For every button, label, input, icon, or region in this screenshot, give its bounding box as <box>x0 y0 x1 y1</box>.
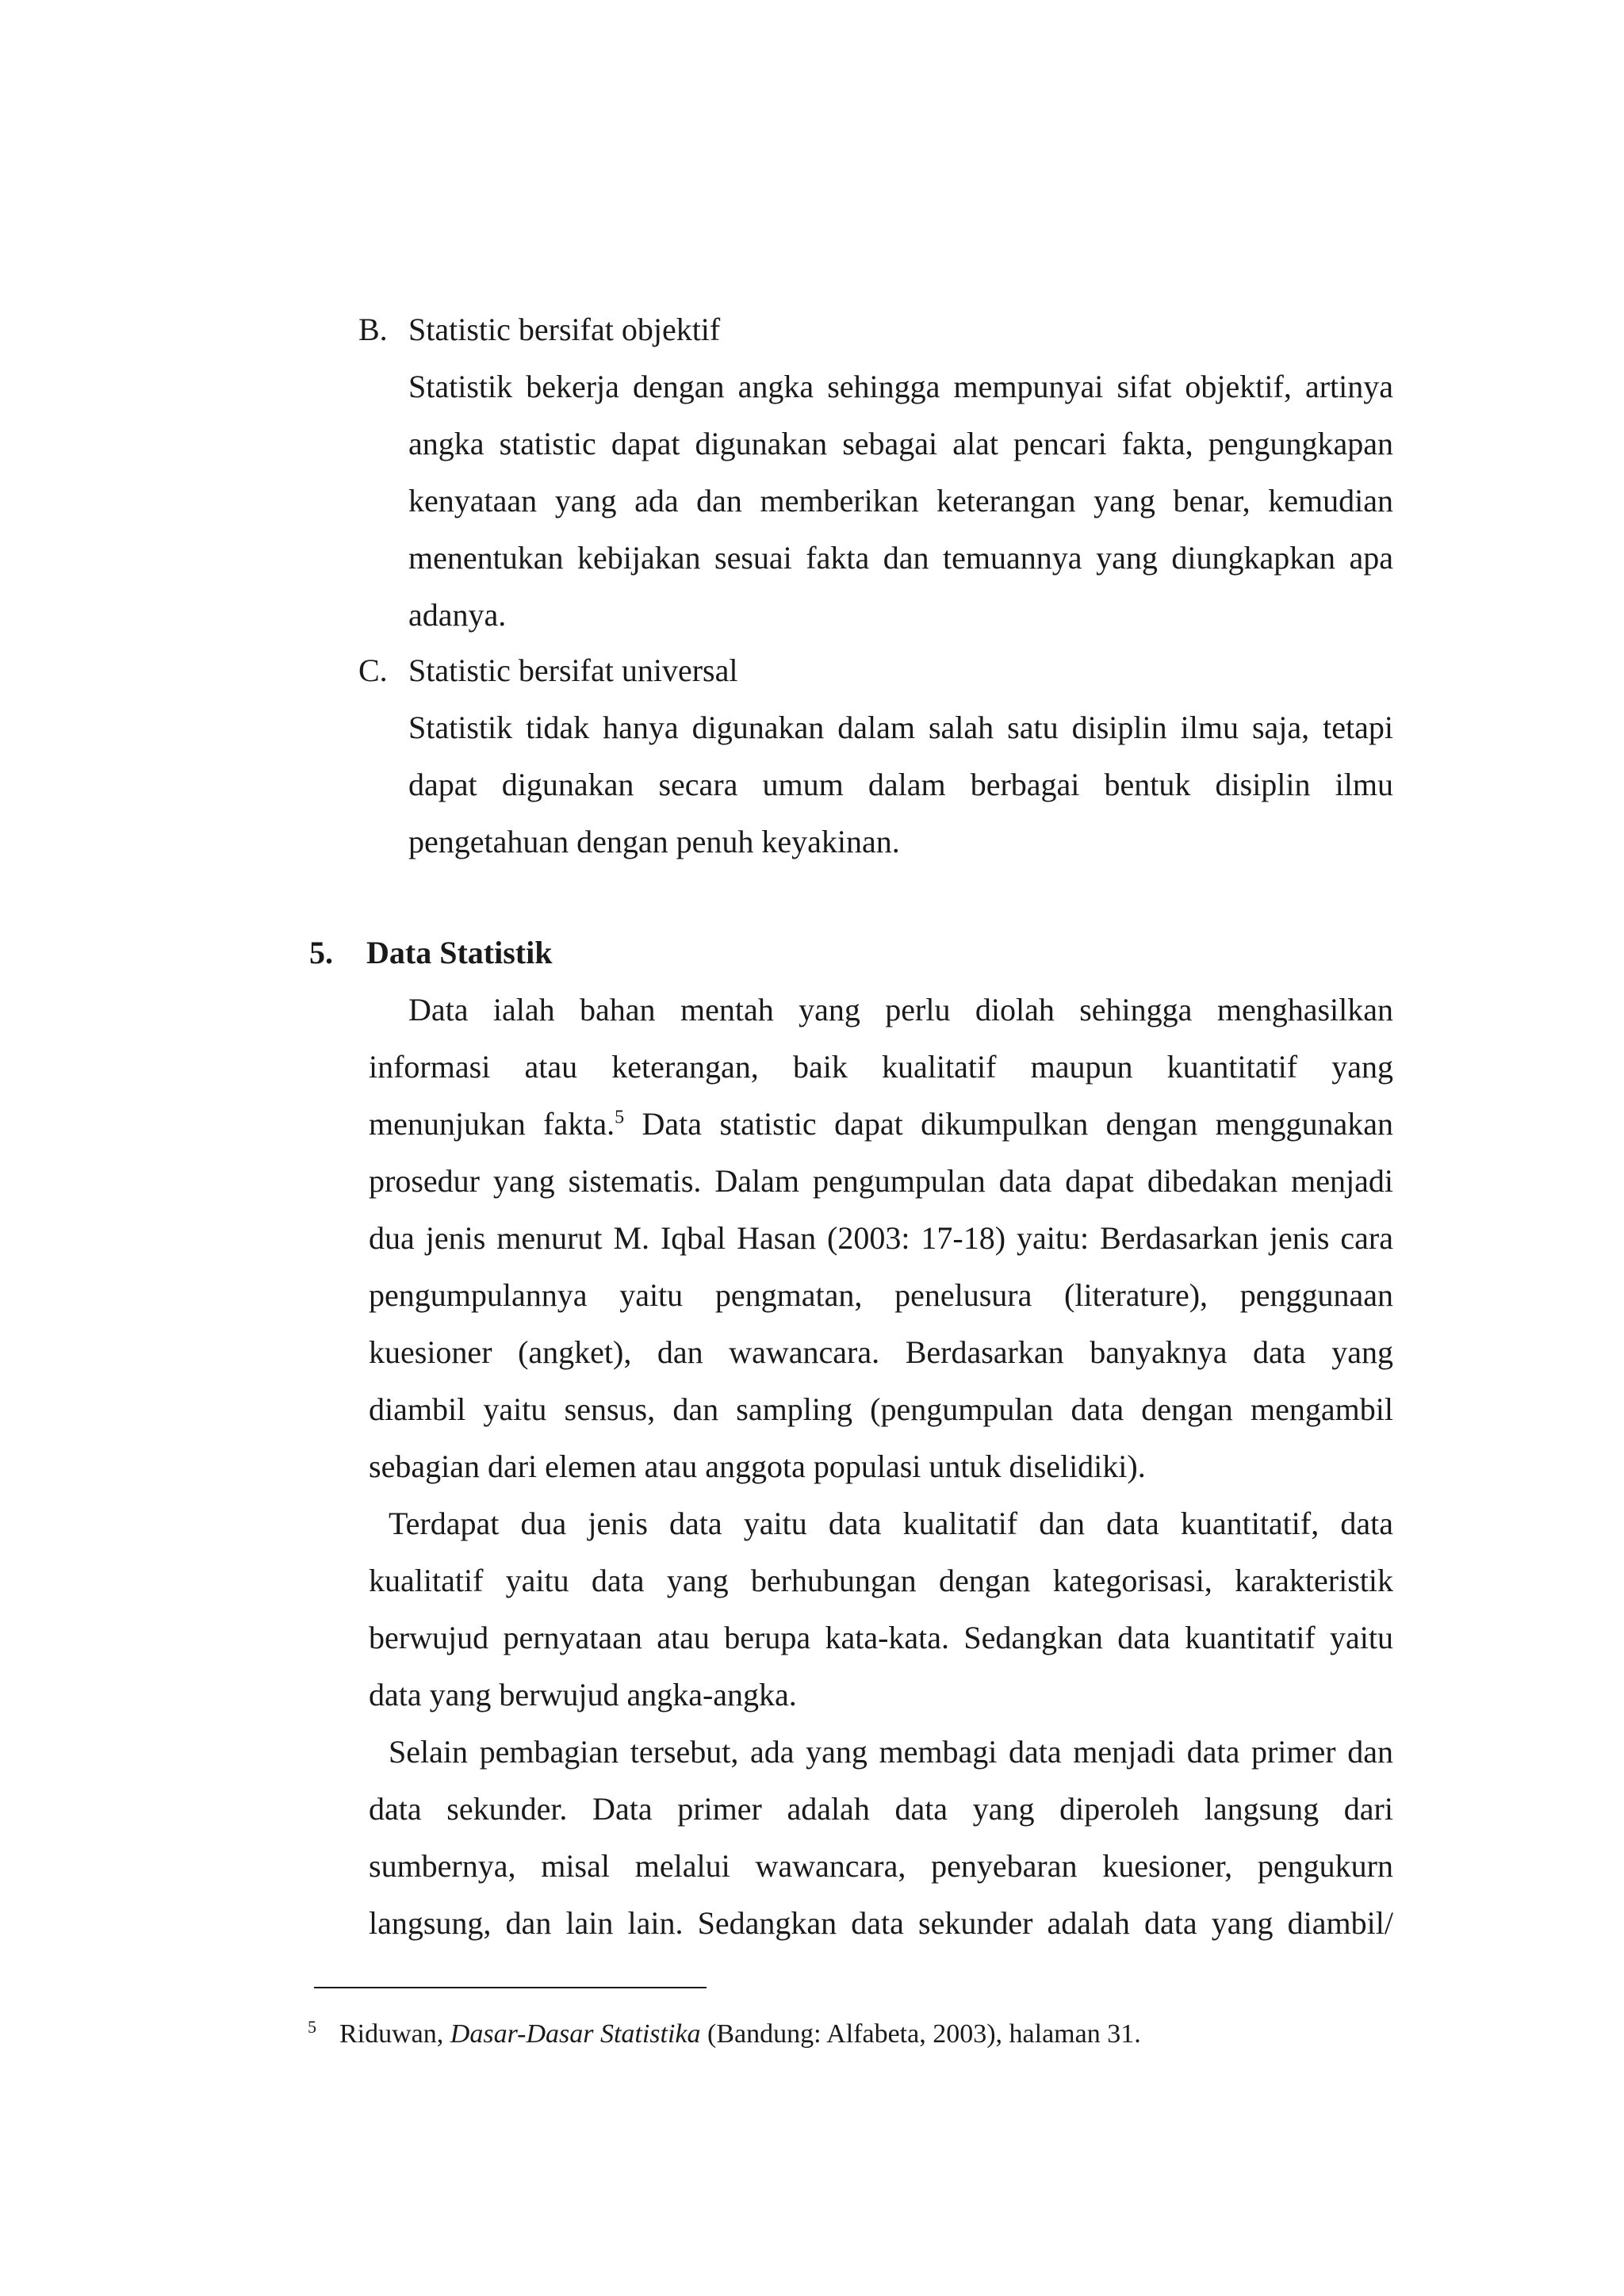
section-c-line: Statistik tidak hanya digunakan dalam salah satu disiplin ilmu saja, tetapi <box>408 710 1393 745</box>
section-5-number: 5. <box>309 935 333 970</box>
footnote-separator <box>314 1987 707 1988</box>
paragraph-3-line: Selain pembagian tersebut, ada yang membagi data menjadi data primer dan <box>389 1734 1393 1770</box>
section-b-line: angka statistic dapat digunakan sebagai alat pencari fakta, pengungkapan <box>408 426 1393 461</box>
footnote-author: Riduwan, <box>339 2019 450 2049</box>
paragraph-3-line: sumbernya, misal melalui wawancara, penyebaran kuesioner, pengukurn <box>369 1848 1393 1884</box>
paragraph-1-text: menunjukan fakta. <box>369 1106 615 1142</box>
footnote: $^5$ Riduwan, Dasar-Dasar Statistika (Bandung: Alfabeta, 2003), halaman 31. <box>308 2016 1141 2049</box>
paragraph-2-line: Terdapat dua jenis data yaitu data kualitatif dan data kuantitatif, data <box>389 1506 1393 1541</box>
section-b-line: Statistik bekerja dengan angka sehingga mempunyai sifat objektif, artinya <box>408 369 1393 404</box>
paragraph-3-line: data sekunder. Data primer adalah data yang diperoleh langsung dari <box>369 1791 1393 1827</box>
section-b-title: Statistic bersifat objektif <box>408 312 721 347</box>
footnote-book-title: Dasar-Dasar Statistika <box>450 2019 701 2049</box>
paragraph-1-line: pengumpulannya yaitu pengmatan, penelusura (literature), penggunaan <box>369 1277 1393 1313</box>
section-b-line: menentukan kebijakan sesuai fakta dan temuannya yang diungkapkan apa <box>408 540 1393 576</box>
section-b-line: kenyataan yang ada dan memberikan keterangan yang benar, kemudian <box>408 483 1393 519</box>
section-b-line: adanya. <box>408 597 507 633</box>
paragraph-2-line: data yang berwujud angka-angka. <box>369 1677 797 1712</box>
section-c-line: pengetahuan dengan penuh keyakinan. <box>408 824 900 859</box>
footnote-ref: 5 <box>615 1107 625 1128</box>
list-marker-b: B. <box>358 312 388 347</box>
paragraph-1-line: informasi atau keterangan, baik kualitatif maupun kuantitatif yang <box>369 1049 1393 1085</box>
paragraph-2-line: kualitatif yaitu data yang berhubungan dengan kategorisasi, karakteristik <box>369 1563 1393 1598</box>
paragraph-1-line: diambil yaitu sensus, dan sampling (pengumpulan data dengan mengambil <box>369 1391 1393 1427</box>
section-5-title: Data Statistik <box>366 935 553 970</box>
section-c-title: Statistic bersifat universal <box>408 652 738 688</box>
paragraph-3-line: langsung, dan lain lain. Sedangkan data sekunder adalah data yang diambil/ <box>369 1905 1393 1941</box>
paragraph-1-line <box>369 1105 1393 1143</box>
footnote-details: (Bandung: Alfabeta, 2003), halaman 31. <box>700 2019 1141 2049</box>
paragraph-2-line: berwujud pernyataan atau berupa kata-kata. Sedangkan data kuantitatif yaitu <box>369 1620 1393 1655</box>
paragraph-1-line: kuesioner (angket), dan wawancara. Berdasarkan banyaknya data yang <box>369 1334 1393 1370</box>
section-c-line: dapat digunakan secara umum dalam berbagai bentuk disiplin ilmu <box>408 767 1393 802</box>
paragraph-1-line: sebagian dari elemen atau anggota populasi untuk diselidiki). <box>369 1448 1146 1484</box>
paragraph-1-text: Data statistic dapat dikumpulkan dengan menggunakan <box>624 1106 1393 1142</box>
list-marker-c: C. <box>358 652 388 688</box>
paragraph-1-line: Data ialah bahan mentah yang perlu diolah sehingga menghasilkan <box>408 992 1393 1027</box>
paragraph-1-line: dua jenis menurut M. Iqbal Hasan (2003: 17-18) yaitu: Berdasarkan jenis cara <box>369 1220 1393 1256</box>
paragraph-1-line: prosedur yang sistematis. Dalam pengumpulan data dapat dibedakan menjadi <box>369 1163 1393 1199</box>
